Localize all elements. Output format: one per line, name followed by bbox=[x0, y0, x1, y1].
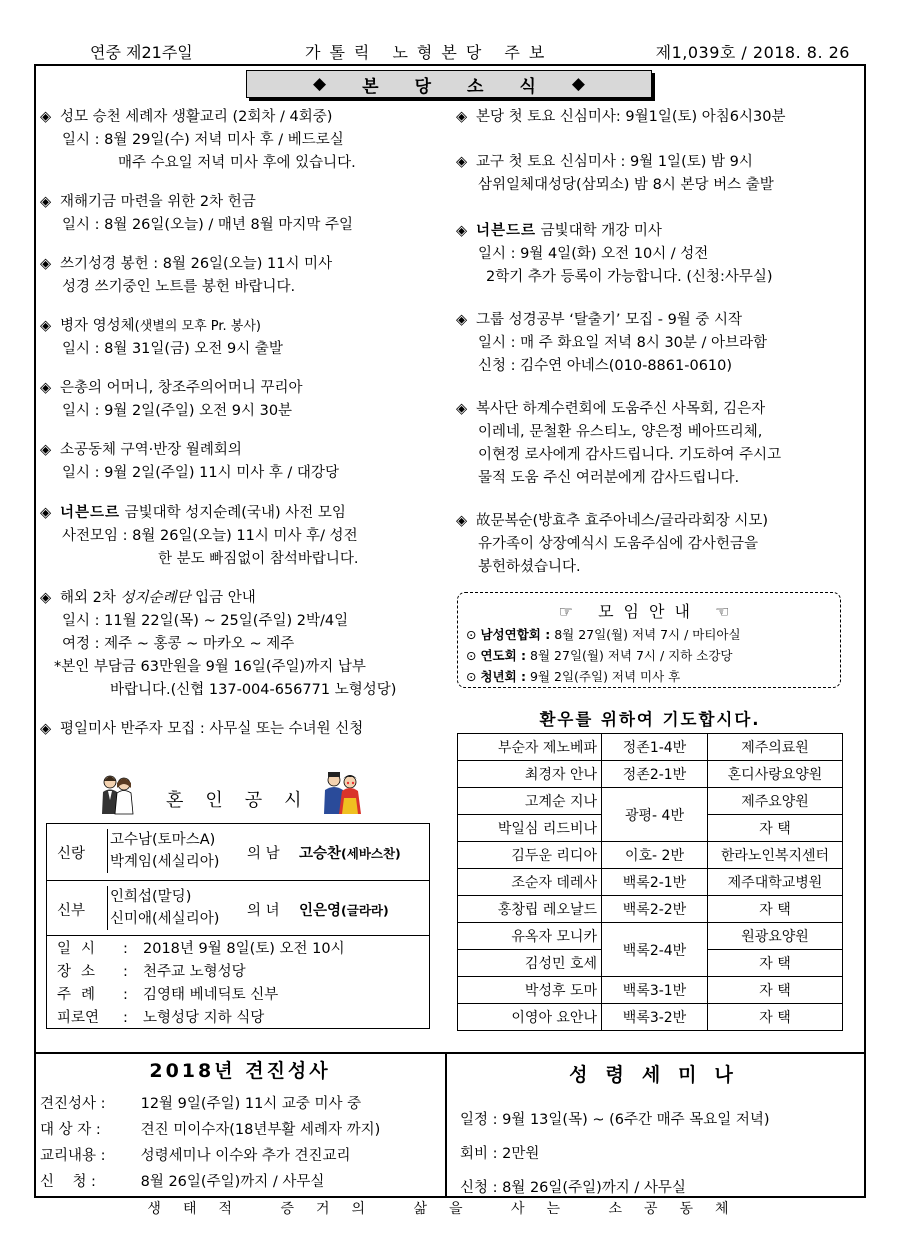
detail-separator: : bbox=[123, 941, 128, 957]
table-row bbox=[458, 869, 843, 896]
news-item bbox=[456, 106, 856, 129]
bullet-icon: ◈ bbox=[456, 223, 468, 239]
item-line: 일시 : 9월 4일(화) 오전 10시 / 성전 bbox=[478, 246, 709, 262]
bullet-icon: ◈ bbox=[456, 109, 468, 125]
wedding-detail-row bbox=[57, 938, 345, 961]
confirmation-row bbox=[40, 1169, 440, 1195]
patient-place: 자 택 bbox=[708, 896, 843, 923]
liturgical-week: 연중 제21주일 bbox=[90, 43, 193, 62]
bullet-icon: ◈ bbox=[40, 442, 52, 458]
item-line: 일시 : 매 주 화요일 저녁 8시 30분 / 아브라함 bbox=[478, 335, 768, 351]
detail-separator: : bbox=[123, 987, 128, 1003]
patient-group: 백록3-2반 bbox=[602, 1004, 708, 1031]
patient-name: 부순자 제노베파 bbox=[458, 734, 602, 761]
wedding-couple-table bbox=[47, 824, 429, 936]
item-title: 쓰기성경 봉헌 : 8월 26일(오늘) 11시 미사 bbox=[60, 256, 333, 272]
groom-father: 고수남(토마스A) bbox=[110, 832, 216, 848]
item-line: 일시 : 8월 29일(수) 저녁 미사 후 / 베드로실 bbox=[62, 132, 344, 148]
item-title-emphasis: 성지순례단 bbox=[120, 590, 191, 606]
detail-separator: : bbox=[123, 1010, 128, 1026]
bride-relation: 의 녀 bbox=[247, 903, 280, 919]
detail-value: 천주교 노형성당 bbox=[143, 964, 246, 980]
patient-name: 박성후 도마 bbox=[458, 977, 602, 1004]
patient-place: 제주의료원 bbox=[708, 734, 843, 761]
confirmation-row bbox=[40, 1143, 440, 1169]
news-item bbox=[40, 587, 448, 702]
banner-char: 식 bbox=[519, 76, 536, 97]
confirmation-label: 견진성사 : bbox=[40, 1096, 106, 1112]
detail-value: 2018년 9월 8일(토) 오전 10시 bbox=[143, 941, 345, 957]
patient-place: 혼디사랑요양원 bbox=[708, 761, 843, 788]
news-item bbox=[40, 439, 448, 485]
traditional-couple-icon bbox=[322, 770, 362, 816]
item-title: 본당 첫 토요 신심미사: 9월1일(토) 아침6시30분 bbox=[476, 109, 786, 125]
news-item bbox=[456, 219, 856, 289]
section-banner bbox=[246, 70, 652, 98]
meeting-row bbox=[458, 666, 840, 687]
seminar-panel bbox=[460, 1060, 860, 1205]
news-item bbox=[40, 315, 448, 361]
bottom-divider bbox=[34, 1052, 866, 1054]
confirmation-value: 12월 9일(주일) 11시 교중 미사 중 bbox=[140, 1096, 362, 1112]
item-title: 금빛대학 성지순례(국내) 사전 모임 bbox=[124, 505, 346, 521]
bullet-icon: ◈ bbox=[40, 256, 52, 272]
bullet-icon: ◈ bbox=[40, 505, 52, 521]
confirmation-row bbox=[40, 1091, 440, 1117]
meeting-detail: 8월 27일(월) 저녁 7시 / 지하 소강당 bbox=[530, 648, 733, 663]
patient-group: 백록2-2반 bbox=[602, 896, 708, 923]
item-title: 은총의 어머니, 창조주의어머니 꾸리아 bbox=[60, 380, 303, 396]
diamond-icon: ◆ bbox=[313, 74, 327, 94]
confirmation-label: 신 청 : bbox=[40, 1174, 96, 1190]
item-line: *본인 부담금 63만원을 9월 16일(주일)까지 납부 bbox=[54, 659, 366, 675]
table-row bbox=[458, 977, 843, 1004]
left-column bbox=[40, 106, 448, 757]
item-line: 일시 : 8월 31일(금) 오전 9시 출발 bbox=[62, 341, 283, 357]
groom-label: 신랑 bbox=[57, 846, 86, 862]
bride-row bbox=[47, 880, 429, 936]
item-title: 성모 승천 세례자 생활교리 (2회차 / 4회중) bbox=[60, 109, 333, 125]
groom-mother: 박계임(세실리아) bbox=[110, 854, 220, 870]
bullet-icon: ◈ bbox=[40, 721, 52, 737]
confirmation-row bbox=[40, 1117, 440, 1143]
patient-name: 이영아 요안나 bbox=[458, 1004, 602, 1031]
patient-name: 유옥자 모니카 bbox=[458, 923, 602, 950]
detail-label: 피로연 bbox=[57, 1010, 100, 1026]
item-line: 봉헌하셨습니다. bbox=[478, 559, 581, 575]
table-row bbox=[458, 923, 843, 950]
bride-label: 신부 bbox=[57, 903, 86, 919]
banner-char: 본 bbox=[362, 76, 379, 97]
news-item bbox=[40, 718, 448, 741]
meeting-detail: 9월 2일(주일) 저녁 미사 후 bbox=[530, 669, 681, 684]
confirmation-panel bbox=[40, 1056, 440, 1195]
bride-mother: 신미애(세실리아) bbox=[110, 911, 220, 927]
patient-name: 최경자 안나 bbox=[458, 761, 602, 788]
detail-value: 노형성당 지하 식당 bbox=[143, 1010, 265, 1026]
item-line: 삼위일체대성당(삼뫼소) 밤 8시 본당 버스 출발 bbox=[478, 177, 774, 193]
confirmation-value: 견진 미이수자(18년부활 세례자 까지) bbox=[140, 1122, 381, 1138]
patient-name: 김두운 리디아 bbox=[458, 842, 602, 869]
item-line: 여정 : 제주 ~ 홍콩 ~ 마카오 ~ 제주 bbox=[62, 636, 295, 652]
groom-row bbox=[47, 824, 429, 880]
wedding-header bbox=[100, 772, 400, 818]
item-title: 소공동체 구역·반장 월례회의 bbox=[60, 442, 242, 458]
wedding-title: 혼인공시 bbox=[166, 790, 324, 811]
footer-motto: 생태적 증거의 삶을 사는 소공동체 bbox=[147, 1201, 751, 1217]
patient-group: 정존1-4반 bbox=[602, 734, 708, 761]
news-item bbox=[456, 151, 856, 197]
patient-place: 원광요양원 bbox=[708, 923, 843, 950]
groom-name bbox=[299, 842, 401, 863]
item-line: 유가족이 상장예식시 도움주심에 감사헌금을 bbox=[478, 536, 758, 552]
patient-group: 백록2-1반 bbox=[602, 869, 708, 896]
wedding-detail-row bbox=[57, 1007, 345, 1030]
detail-label: 주례 bbox=[57, 987, 106, 1003]
news-item bbox=[40, 377, 448, 423]
bullet-icon: ◈ bbox=[40, 590, 52, 606]
issue-number: 제1,039호 / 2018. 8. 26 bbox=[655, 43, 850, 62]
table-row bbox=[458, 761, 843, 788]
news-item bbox=[40, 106, 448, 175]
patient-place: 자 택 bbox=[708, 1004, 843, 1031]
bulletin-title: 가톨릭 노형본당 주보 bbox=[305, 43, 554, 62]
item-line: 일시 : 9월 2일(주일) 오전 9시 30분 bbox=[62, 403, 293, 419]
detail-label: 장소 bbox=[57, 964, 106, 980]
bullet-icon: ◈ bbox=[456, 513, 468, 529]
news-item bbox=[40, 501, 448, 571]
item-line: 성경 쓰기중인 노트를 봉헌 바랍니다. bbox=[62, 279, 296, 295]
bullet-icon: ◈ bbox=[40, 194, 52, 210]
news-item bbox=[40, 191, 448, 237]
item-note: (샛별의 모후 Pr. 봉사) bbox=[134, 319, 261, 334]
bullet-icon: ◈ bbox=[40, 109, 52, 125]
patient-place: 한라노인복지센터 bbox=[708, 842, 843, 869]
item-title: 故문복순(방효추 효주아네스/글라라회장 시모) bbox=[476, 513, 769, 529]
groom-baptism-name: (세바스찬) bbox=[341, 846, 401, 861]
table-row bbox=[458, 734, 843, 761]
patient-place: 자 택 bbox=[708, 977, 843, 1004]
item-line: 이현정 로사에게 감사드립니다. 기도하여 주시고 bbox=[478, 447, 782, 463]
meeting-name: 청년회 : bbox=[480, 669, 527, 684]
news-item bbox=[456, 510, 856, 579]
item-title: 그룹 성경공부 ‘탈출기’ 모집 - 9월 중 시작 bbox=[476, 312, 743, 328]
bullet-icon: ◈ bbox=[40, 380, 52, 396]
item-title: 해외 2차 bbox=[60, 590, 116, 606]
patient-place: 제주대학교병원 bbox=[708, 869, 843, 896]
patient-group: 이호- 2반 bbox=[602, 842, 708, 869]
patient-group: 정존2-1반 bbox=[602, 761, 708, 788]
patient-name: 박일심 리드비나 bbox=[458, 815, 602, 842]
college-logo-text: 너븐드르 bbox=[476, 222, 537, 239]
item-title: 복사단 하계수련회에 도움주신 사목회, 김은자 bbox=[476, 401, 766, 417]
item-line: 바랍니다.(신협 137-004-656771 노형성당) bbox=[110, 682, 397, 698]
wedding-couple-icon bbox=[100, 772, 134, 816]
wedding-box bbox=[46, 823, 430, 1029]
bullet-icon: ◈ bbox=[456, 312, 468, 328]
table-row bbox=[458, 896, 843, 923]
right-column bbox=[456, 106, 856, 595]
wedding-details bbox=[57, 938, 345, 1030]
bride-baptism-name: (글라라) bbox=[341, 903, 389, 918]
confirmation-value: 성령세미나 이수와 추가 견진교리 bbox=[140, 1148, 351, 1164]
table-row bbox=[458, 788, 843, 815]
bullet-icon: ◈ bbox=[456, 154, 468, 170]
confirmation-label: 교리내용 : bbox=[40, 1148, 106, 1164]
item-line: 한 분도 빠짐없이 참석바랍니다. bbox=[158, 551, 359, 567]
patient-group: 광평- 4반 bbox=[602, 788, 708, 842]
wedding-detail-row bbox=[57, 984, 345, 1007]
confirmation-value: 8월 26일(주일)까지 / 사무실 bbox=[140, 1174, 325, 1190]
table-row bbox=[458, 842, 843, 869]
patient-name: 조순자 데레사 bbox=[458, 869, 602, 896]
patient-group: 백록3-1반 bbox=[602, 977, 708, 1004]
bulletin-header bbox=[60, 40, 850, 62]
item-title: 평일미사 반주자 모집 : 사무실 또는 수녀원 신청 bbox=[60, 721, 364, 737]
bullet-icon: ◈ bbox=[456, 401, 468, 417]
bride-father: 인희섭(말딩) bbox=[110, 889, 192, 905]
meetings-box bbox=[457, 592, 841, 688]
groom-parents bbox=[107, 829, 219, 873]
seminar-row: 신청 : 8월 26일(주일)까지 / 사무실 bbox=[460, 1180, 686, 1196]
item-title: 재해기금 마련을 위한 2차 헌금 bbox=[60, 194, 256, 210]
confirmation-label: 대 상 자 : bbox=[40, 1122, 101, 1138]
news-item bbox=[40, 253, 448, 299]
bride-given-name: 인은영 bbox=[299, 903, 342, 919]
circle-dot-icon: ⊙ bbox=[466, 648, 477, 663]
item-line: 일시 : 8월 26일(오늘) / 매년 8월 마지막 주일 bbox=[62, 217, 353, 233]
wedding-detail-row bbox=[57, 961, 345, 984]
meeting-row bbox=[458, 624, 840, 645]
meeting-name: 남성연합회 : bbox=[480, 627, 551, 642]
detail-value: 김영태 베네딕토 신부 bbox=[143, 987, 279, 1003]
item-line: 일시 : 11월 22일(목) ~ 25일(주일) 2박/4일 bbox=[62, 613, 349, 629]
item-line: 일시 : 9월 2일(주일) 11시 미사 후 / 대강당 bbox=[62, 465, 339, 481]
item-line: 물적 도움 주신 여러분에게 감사드립니다. bbox=[478, 470, 740, 486]
news-item bbox=[456, 309, 856, 378]
patient-name: 김성민 호세 bbox=[458, 950, 602, 977]
seminar-row: 회비 : 2만원 bbox=[460, 1146, 540, 1162]
groom-given-name: 고승찬 bbox=[299, 846, 342, 862]
item-line: 신청 : 김수연 아네스(010-8861-0610) bbox=[478, 358, 733, 374]
sick-list-title: 환우를 위하여 기도합시다. bbox=[539, 710, 761, 729]
bride-name bbox=[299, 899, 389, 920]
meetings-title: ☞ 모임안내 ☜ bbox=[558, 602, 740, 621]
diamond-icon: ◆ bbox=[571, 74, 585, 94]
circle-dot-icon: ⊙ bbox=[466, 627, 477, 642]
confirmation-title: 2018년 견진성사 bbox=[149, 1060, 331, 1082]
bride-parents bbox=[107, 886, 219, 930]
college-logo-text: 너븐드르 bbox=[60, 504, 121, 521]
meeting-name: 연도회 : bbox=[480, 648, 527, 663]
item-title: 금빛대학 개강 미사 bbox=[540, 223, 662, 239]
item-title: 병자 영성체 bbox=[60, 318, 135, 334]
patient-place: 자 택 bbox=[708, 815, 843, 842]
item-line: 2학기 추가 등록이 가능합니다. (신청:사무실) bbox=[486, 269, 773, 285]
meeting-row bbox=[458, 645, 840, 666]
sick-list-table bbox=[457, 733, 843, 1031]
bullet-icon: ◈ bbox=[40, 318, 52, 334]
circle-dot-icon: ⊙ bbox=[466, 669, 477, 684]
meeting-detail: 8월 27일(월) 저녁 7시 / 마티아실 bbox=[554, 627, 741, 642]
banner-char: 소 bbox=[467, 76, 484, 97]
bottom-column-divider bbox=[445, 1052, 447, 1198]
news-item bbox=[456, 398, 856, 490]
banner-char: 당 bbox=[414, 76, 431, 97]
patient-group: 백록2-4반 bbox=[602, 923, 708, 977]
groom-relation: 의 남 bbox=[247, 846, 280, 862]
item-line: 매주 수요일 저녁 미사 후에 있습니다. bbox=[118, 155, 356, 171]
patient-name: 고계순 지나 bbox=[458, 788, 602, 815]
patient-place: 자 택 bbox=[708, 950, 843, 977]
item-line: 사전모임 : 8월 26일(오늘) 11시 미사 후/ 성전 bbox=[62, 528, 358, 544]
item-title: 교구 첫 토요 신심미사 : 9월 1일(토) 밤 9시 bbox=[476, 154, 753, 170]
patient-name: 홍창립 레오날드 bbox=[458, 896, 602, 923]
detail-label: 일시 bbox=[57, 941, 106, 957]
seminar-title: 성령세미나 bbox=[569, 1064, 751, 1086]
patient-place: 제주요양원 bbox=[708, 788, 843, 815]
seminar-row: 일정 : 9월 13일(목) ~ (6주간 매주 목요일 저녁) bbox=[460, 1112, 770, 1128]
table-row bbox=[458, 1004, 843, 1031]
detail-separator: : bbox=[123, 964, 128, 980]
item-line: 이레네, 문철환 유스티노, 양은정 베아뜨리체, bbox=[478, 424, 763, 440]
item-title: 입금 안내 bbox=[195, 590, 256, 606]
